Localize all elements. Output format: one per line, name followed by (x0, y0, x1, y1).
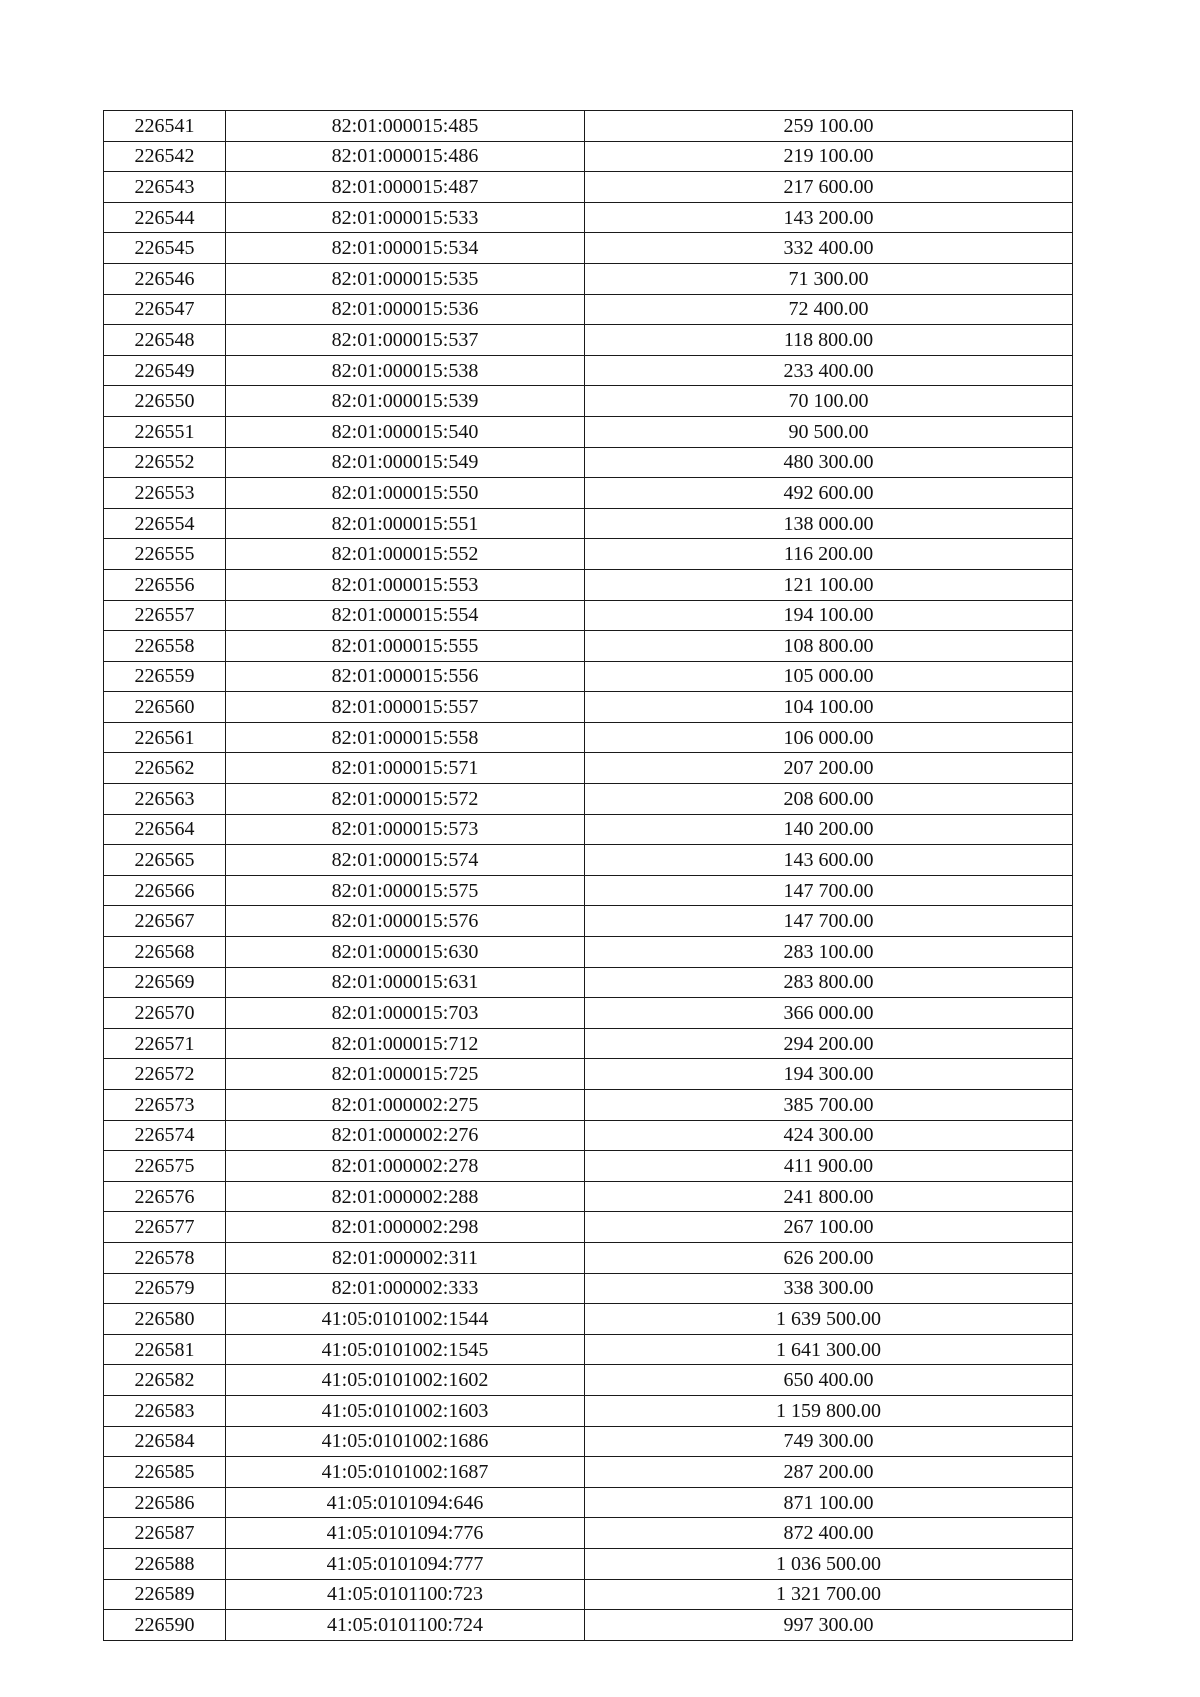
value-cell: 997 300.00 (585, 1610, 1073, 1641)
table-row (104, 1120, 1073, 1151)
cadastral-number-cell: 82:01:000015:558 (226, 722, 585, 753)
value-cell: 207 200.00 (585, 753, 1073, 784)
table-row (104, 631, 1073, 662)
cadastral-number-cell: 41:05:0101002:1686 (226, 1426, 585, 1457)
cadastral-number-cell: 82:01:000015:631 (226, 967, 585, 998)
value-cell: 147 700.00 (585, 906, 1073, 937)
value-cell: 650 400.00 (585, 1365, 1073, 1396)
cadastral-number-cell: 82:01:000002:275 (226, 1090, 585, 1121)
table-row (104, 1365, 1073, 1396)
table-row (104, 661, 1073, 692)
row-id-cell: 226548 (104, 325, 226, 356)
value-cell: 749 300.00 (585, 1426, 1073, 1457)
row-id-cell: 226555 (104, 539, 226, 570)
table-row (104, 447, 1073, 478)
table-row (104, 845, 1073, 876)
value-cell: 71 300.00 (585, 263, 1073, 294)
row-id-cell: 226573 (104, 1090, 226, 1121)
cadastral-number-cell: 82:01:000015:533 (226, 202, 585, 233)
value-cell: 626 200.00 (585, 1242, 1073, 1273)
value-cell: 424 300.00 (585, 1120, 1073, 1151)
cadastral-number-cell: 82:01:000015:575 (226, 875, 585, 906)
table-row (104, 998, 1073, 1029)
table-row (104, 1059, 1073, 1090)
table-row (104, 355, 1073, 386)
cadastral-number-cell: 82:01:000015:486 (226, 141, 585, 172)
value-cell: 241 800.00 (585, 1181, 1073, 1212)
table-row (104, 478, 1073, 509)
table-row (104, 202, 1073, 233)
row-id-cell: 226576 (104, 1181, 226, 1212)
cadastral-number-cell: 82:01:000015:487 (226, 172, 585, 203)
value-cell: 138 000.00 (585, 508, 1073, 539)
row-id-cell: 226558 (104, 631, 226, 662)
value-cell: 104 100.00 (585, 692, 1073, 723)
cadastral-number-cell: 82:01:000015:574 (226, 845, 585, 876)
row-id-cell: 226564 (104, 814, 226, 845)
value-cell: 105 000.00 (585, 661, 1073, 692)
value-cell: 90 500.00 (585, 416, 1073, 447)
table-row (104, 172, 1073, 203)
row-id-cell: 226582 (104, 1365, 226, 1396)
table-row (104, 539, 1073, 570)
value-cell: 492 600.00 (585, 478, 1073, 509)
value-cell: 143 200.00 (585, 202, 1073, 233)
table-row (104, 1181, 1073, 1212)
table-body (104, 111, 1073, 1641)
row-id-cell: 226563 (104, 784, 226, 815)
row-id-cell: 226552 (104, 447, 226, 478)
row-id-cell: 226553 (104, 478, 226, 509)
row-id-cell: 226577 (104, 1212, 226, 1243)
table-row (104, 569, 1073, 600)
cadastral-number-cell: 82:01:000015:485 (226, 111, 585, 142)
value-cell: 217 600.00 (585, 172, 1073, 203)
row-id-cell: 226554 (104, 508, 226, 539)
table-row (104, 1518, 1073, 1549)
row-id-cell: 226578 (104, 1242, 226, 1273)
table-row (104, 753, 1073, 784)
table-row (104, 937, 1073, 968)
row-id-cell: 226585 (104, 1457, 226, 1488)
cadastral-number-cell: 82:01:000015:556 (226, 661, 585, 692)
row-id-cell: 226541 (104, 111, 226, 142)
cadastral-number-cell: 41:05:0101094:776 (226, 1518, 585, 1549)
row-id-cell: 226566 (104, 875, 226, 906)
row-id-cell: 226547 (104, 294, 226, 325)
table-row (104, 1304, 1073, 1335)
table-row (104, 1395, 1073, 1426)
value-cell: 259 100.00 (585, 111, 1073, 142)
value-cell: 332 400.00 (585, 233, 1073, 264)
row-id-cell: 226565 (104, 845, 226, 876)
value-cell: 872 400.00 (585, 1518, 1073, 1549)
value-cell: 140 200.00 (585, 814, 1073, 845)
table-row (104, 386, 1073, 417)
table-row (104, 1610, 1073, 1641)
value-cell: 118 800.00 (585, 325, 1073, 356)
cadastral-number-cell: 82:01:000002:311 (226, 1242, 585, 1273)
cadastral-number-cell: 82:01:000015:554 (226, 600, 585, 631)
row-id-cell: 226571 (104, 1028, 226, 1059)
row-id-cell: 226570 (104, 998, 226, 1029)
row-id-cell: 226556 (104, 569, 226, 600)
table-row (104, 416, 1073, 447)
row-id-cell: 226579 (104, 1273, 226, 1304)
value-cell: 366 000.00 (585, 998, 1073, 1029)
table-row (104, 722, 1073, 753)
table-row (104, 263, 1073, 294)
value-cell: 294 200.00 (585, 1028, 1073, 1059)
row-id-cell: 226567 (104, 906, 226, 937)
row-id-cell: 226575 (104, 1151, 226, 1182)
value-cell: 338 300.00 (585, 1273, 1073, 1304)
table-row (104, 1457, 1073, 1488)
cadastral-number-cell: 82:01:000015:534 (226, 233, 585, 264)
row-id-cell: 226580 (104, 1304, 226, 1335)
value-cell: 72 400.00 (585, 294, 1073, 325)
value-cell: 1 321 700.00 (585, 1579, 1073, 1610)
row-id-cell: 226574 (104, 1120, 226, 1151)
cadastral-number-cell: 82:01:000015:552 (226, 539, 585, 570)
table-row (104, 1151, 1073, 1182)
row-id-cell: 226549 (104, 355, 226, 386)
cadastral-number-cell: 82:01:000002:278 (226, 1151, 585, 1182)
cadastral-number-cell: 82:01:000015:630 (226, 937, 585, 968)
cadastral-number-cell: 82:01:000015:576 (226, 906, 585, 937)
table-row (104, 784, 1073, 815)
cadastral-number-cell: 82:01:000002:288 (226, 1181, 585, 1212)
table-row (104, 1426, 1073, 1457)
cadastral-number-cell: 82:01:000015:550 (226, 478, 585, 509)
value-cell: 233 400.00 (585, 355, 1073, 386)
table-row (104, 1579, 1073, 1610)
value-cell: 219 100.00 (585, 141, 1073, 172)
value-cell: 1 036 500.00 (585, 1548, 1073, 1579)
row-id-cell: 226581 (104, 1334, 226, 1365)
value-cell: 208 600.00 (585, 784, 1073, 815)
table-row (104, 111, 1073, 142)
row-id-cell: 226551 (104, 416, 226, 447)
table-row (104, 814, 1073, 845)
value-cell: 1 639 500.00 (585, 1304, 1073, 1335)
cadastral-number-cell: 82:01:000002:276 (226, 1120, 585, 1151)
row-id-cell: 226561 (104, 722, 226, 753)
cadastral-number-cell: 82:01:000015:572 (226, 784, 585, 815)
row-id-cell: 226572 (104, 1059, 226, 1090)
value-cell: 1 159 800.00 (585, 1395, 1073, 1426)
table-row (104, 1242, 1073, 1273)
table-row (104, 141, 1073, 172)
cadastral-number-cell: 41:05:0101100:724 (226, 1610, 585, 1641)
cadastral-number-cell: 82:01:000015:557 (226, 692, 585, 723)
table-row (104, 600, 1073, 631)
value-cell: 70 100.00 (585, 386, 1073, 417)
table-row (104, 967, 1073, 998)
table-row (104, 1487, 1073, 1518)
cadastral-number-cell: 41:05:0101100:723 (226, 1579, 585, 1610)
row-id-cell: 226586 (104, 1487, 226, 1518)
cadastral-number-cell: 41:05:0101002:1602 (226, 1365, 585, 1396)
table-row (104, 233, 1073, 264)
value-cell: 480 300.00 (585, 447, 1073, 478)
cadastral-number-cell: 82:01:000015:725 (226, 1059, 585, 1090)
value-cell: 871 100.00 (585, 1487, 1073, 1518)
table-row (104, 1028, 1073, 1059)
row-id-cell: 226590 (104, 1610, 226, 1641)
table-row (104, 692, 1073, 723)
row-id-cell: 226569 (104, 967, 226, 998)
row-id-cell: 226544 (104, 202, 226, 233)
row-id-cell: 226557 (104, 600, 226, 631)
cadastral-number-cell: 41:05:0101002:1603 (226, 1395, 585, 1426)
value-cell: 283 100.00 (585, 937, 1073, 968)
data-table (103, 110, 1073, 1641)
value-cell: 194 100.00 (585, 600, 1073, 631)
cadastral-number-cell: 41:05:0101094:777 (226, 1548, 585, 1579)
value-cell: 143 600.00 (585, 845, 1073, 876)
row-id-cell: 226542 (104, 141, 226, 172)
cadastral-number-cell: 82:01:000015:703 (226, 998, 585, 1029)
row-id-cell: 226583 (104, 1395, 226, 1426)
value-cell: 1 641 300.00 (585, 1334, 1073, 1365)
value-cell: 411 900.00 (585, 1151, 1073, 1182)
cadastral-number-cell: 41:05:0101002:1544 (226, 1304, 585, 1335)
cadastral-number-cell: 82:01:000015:573 (226, 814, 585, 845)
row-id-cell: 226589 (104, 1579, 226, 1610)
cadastral-number-cell: 41:05:0101002:1687 (226, 1457, 585, 1488)
cadastral-number-cell: 82:01:000015:553 (226, 569, 585, 600)
row-id-cell: 226545 (104, 233, 226, 264)
table-row (104, 1090, 1073, 1121)
cadastral-number-cell: 82:01:000015:549 (226, 447, 585, 478)
value-cell: 108 800.00 (585, 631, 1073, 662)
value-cell: 385 700.00 (585, 1090, 1073, 1121)
row-id-cell: 226543 (104, 172, 226, 203)
cadastral-number-cell: 82:01:000015:535 (226, 263, 585, 294)
value-cell: 116 200.00 (585, 539, 1073, 570)
value-cell: 267 100.00 (585, 1212, 1073, 1243)
cadastral-number-cell: 82:01:000015:712 (226, 1028, 585, 1059)
row-id-cell: 226546 (104, 263, 226, 294)
cadastral-number-cell: 41:05:0101002:1545 (226, 1334, 585, 1365)
row-id-cell: 226584 (104, 1426, 226, 1457)
table-row (104, 1212, 1073, 1243)
cadastral-number-cell: 82:01:000002:298 (226, 1212, 585, 1243)
table-row (104, 1548, 1073, 1579)
value-cell: 106 000.00 (585, 722, 1073, 753)
cadastral-number-cell: 82:01:000015:536 (226, 294, 585, 325)
row-id-cell: 226587 (104, 1518, 226, 1549)
table-row (104, 294, 1073, 325)
cadastral-number-cell: 82:01:000015:538 (226, 355, 585, 386)
table-row (104, 1334, 1073, 1365)
cadastral-number-cell: 82:01:000015:540 (226, 416, 585, 447)
table-row (104, 906, 1073, 937)
value-cell: 194 300.00 (585, 1059, 1073, 1090)
cadastral-number-cell: 82:01:000015:571 (226, 753, 585, 784)
table-row (104, 508, 1073, 539)
row-id-cell: 226568 (104, 937, 226, 968)
cadastral-number-cell: 82:01:000015:551 (226, 508, 585, 539)
cadastral-number-cell: 41:05:0101094:646 (226, 1487, 585, 1518)
row-id-cell: 226560 (104, 692, 226, 723)
value-cell: 287 200.00 (585, 1457, 1073, 1488)
row-id-cell: 226562 (104, 753, 226, 784)
cadastral-number-cell: 82:01:000015:537 (226, 325, 585, 356)
row-id-cell: 226559 (104, 661, 226, 692)
row-id-cell: 226550 (104, 386, 226, 417)
value-cell: 283 800.00 (585, 967, 1073, 998)
table-row (104, 325, 1073, 356)
value-cell: 147 700.00 (585, 875, 1073, 906)
cadastral-number-cell: 82:01:000015:539 (226, 386, 585, 417)
table-row (104, 875, 1073, 906)
value-cell: 121 100.00 (585, 569, 1073, 600)
cadastral-number-cell: 82:01:000002:333 (226, 1273, 585, 1304)
table-row (104, 1273, 1073, 1304)
row-id-cell: 226588 (104, 1548, 226, 1579)
cadastral-number-cell: 82:01:000015:555 (226, 631, 585, 662)
